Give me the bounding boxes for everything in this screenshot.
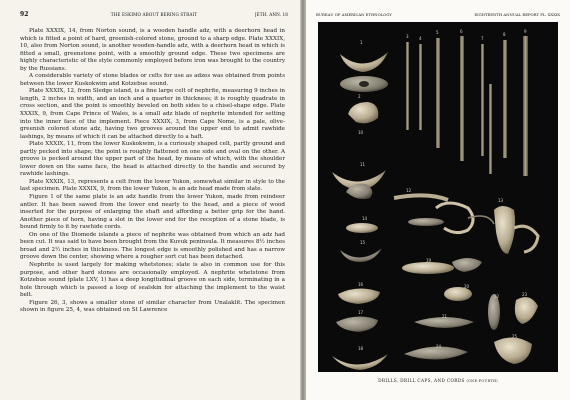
caption-title: DRILLS, DRILL CAPS, AND CORDS	[378, 379, 465, 384]
paragraph: Plate XXXIX, 11, from the lower Kuskokwim, is a curiously shaped celt, partly ground and partly pecked into shape; the point is roughly flattened on one side and oval on the other. A groove is pecked around the upper part of the head, by means of which, with the shoulder lower down on the same face, the head is attached directly to the handle and secured by rawhide lashings.	[20, 141, 285, 178]
paragraph: Figure 1 of the same plate is an adz handle from the lower Yukon, made from reindeer antler. It has been sawed from the lower end nearly to the head, and a piece of wood inserted for the purpose of enlarging the shaft and affording a better grip for the hand. Another piece of horn, having a slot in the lower end for the reception of a stone blade, is bound firmly to it by rawhide cords.	[20, 194, 285, 231]
figure-number: 17	[358, 310, 364, 315]
plate-photograph	[318, 22, 558, 372]
drill-part	[402, 218, 538, 364]
figure-number: 14	[362, 216, 368, 221]
plate-header	[316, 12, 560, 20]
plate-header-right: EIGHTEENTH ANNUAL REPORT PL. XXXIX	[474, 12, 560, 17]
figure-number: 21	[442, 314, 448, 319]
figure-number: 11	[360, 162, 366, 167]
figure-number: 22	[494, 294, 500, 299]
page-number: 92	[20, 11, 29, 18]
figure-number: 6	[460, 29, 463, 34]
figure-number: 12	[406, 188, 412, 193]
drill-shaft	[406, 36, 528, 176]
figure-number: 19	[426, 258, 432, 263]
figure-number: 18	[358, 346, 364, 351]
running-title: THE ESKIMO ABOUT BERING STRAIT	[110, 12, 198, 17]
figure-number: 10	[358, 130, 364, 135]
figure-number: 4	[419, 36, 422, 41]
caption-scale-note: (ONE-FOURTH)	[466, 379, 498, 383]
running-right: [ETH. ANN. 18	[254, 12, 288, 17]
figure-number: 24	[436, 344, 442, 349]
paragraph: Plate XXXIX, 12, from Sledge island, is a fine large celt of nephrite, measuring 9 inches in length, 2 inches in width, and an inch and a quarter in thickness; it is roughly quadrate in cross section, and the point is smoothly beveled on both sides to a chisel-shape edge. Plate XXXIX, 9, from Cape Prince of Wales, is a small adz blade of nephrite intended for setting into the inner face of the implement. Piece XXXIX, 3, from Cape Nome, is a pale, olive-greenish colored stone adz, having two grooves around the upper end to admit rawhide lashings, by means of which it can be attached directly to a haft.	[20, 88, 285, 140]
figure-number: 25	[512, 334, 518, 339]
drill-cap	[332, 52, 388, 370]
paragraph: Figure 26, 3, shows a smaller stone of similar character from Unalaklit. The specimen shown in figure 25, 4, was obtained on St Lawrence	[20, 299, 285, 314]
figure-number: 3	[406, 34, 409, 39]
paragraph: Plate XXXIX, 13, represents a celt from the lower Yukon, somewhat similar in style to the last specimen. Plate XXXIX, 9, from the lower Yukon, is an adz head made from slate.	[20, 178, 285, 193]
figure-number: 1	[360, 40, 363, 45]
figure-number: 8	[503, 32, 506, 37]
paragraph: Nephrite is used largely for making whetstones; slate is also in common use for this purpose, and other hard stones are occasionally employed. A nephrite whetstone from Kotzebue sound (plate LXV, 1) has a deep longitudinal groove on each side, terminating in a hole through which is passed a loop of sealskin for attaching the implement to the waist belt.	[20, 261, 285, 299]
figure-number: 7	[481, 36, 484, 41]
figure-number: 15	[360, 240, 366, 245]
figure-number: 9	[524, 29, 527, 34]
figure-number: 20	[464, 284, 470, 289]
figure-number-labels	[358, 29, 528, 351]
plate-caption	[318, 379, 558, 384]
paragraph: Plate XXXIX, 14, from Norton sound, is a wooden handle adz, with a deerhorn head in which is fitted a point of hard, greenish-colored stone, ground to a sharp edge. Plate XXXIX, 10, also from Norton sound, is another wooden-handle adz, with a deerhorn head in which is fitted a small, greenstone point, with a smoothly ground edge. These two specimens are highly characteristic of the style commonly employed before iron was brought to the country by the Russians.	[20, 28, 285, 72]
running-header	[20, 11, 288, 20]
figure-number: 2	[358, 94, 361, 99]
body-text	[20, 28, 285, 315]
plate-header-left: BUREAU OF AMERICAN ETHNOLOGY	[316, 12, 392, 17]
figure-number: 16	[358, 282, 364, 287]
figure-number: 13	[498, 198, 504, 203]
paragraph: On one of the Diomede islands a piece of nephrite was obtained from which an adz had been cut. It was said to have been brought from the Kuvuk peninsula. It measures 8½ inches broad and 2½ inches in thickness. The longest edge is smoothly polished and has a narrow groove down the center, showing where a rougher sort cut has been detached.	[20, 231, 285, 261]
figure-number: 5	[436, 30, 439, 35]
figure-number: 23	[522, 292, 528, 297]
paragraph: A considerable variety of stone blades or celts for use as adzes was obtained from points between the lower Kuskokwim and Kotzebue sound.	[20, 73, 285, 87]
plate-page	[306, 0, 570, 400]
